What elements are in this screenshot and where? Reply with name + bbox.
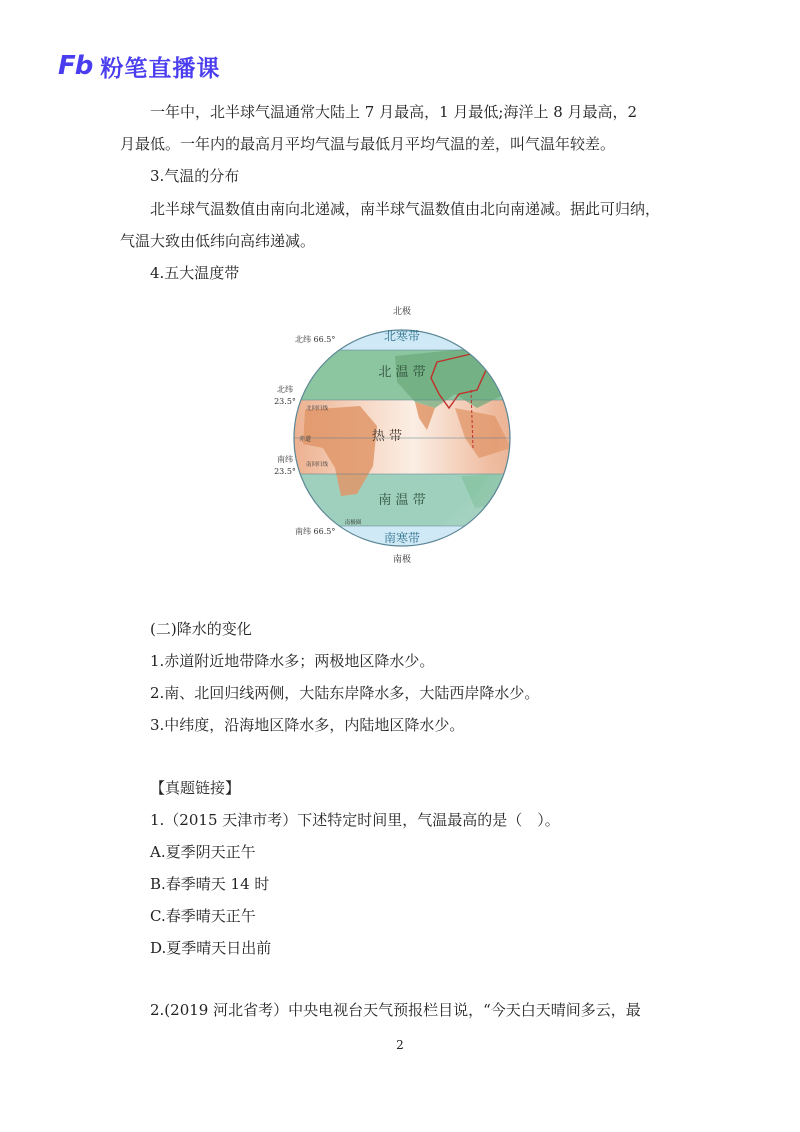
logo-text: 粉笔直播课 xyxy=(100,55,221,82)
option-c: C.春季晴天正午 xyxy=(150,907,256,925)
question-1: 1.（2015 天津市考）下述特定时间里，气温最高的是（ ）。 xyxy=(150,811,560,829)
paragraph-line: 一年中，北半球气温通常大陆上 7 月最高，1 月最低;海洋上 8 月最高，2 xyxy=(150,103,638,121)
south-tropic-label-b: 23.5° xyxy=(274,467,296,476)
option-a: A.夏季阴天正午 xyxy=(150,843,256,861)
list-item: 2.南、北回归线两侧，大陆东岸降水多，大陆西岸降水少。 xyxy=(150,684,540,702)
option-b: B.春季晴天 14 时 xyxy=(150,875,270,893)
paragraph-line: 月最低。一年内的最高月平均气温与最低月平均气温的差，叫气温年较差。 xyxy=(120,135,616,153)
south-pole-label: 南极 xyxy=(392,555,412,565)
tropic-of-cancer-label: 北回归线 xyxy=(305,406,329,412)
south-tropic-label-a: 南纬 xyxy=(277,455,293,464)
tropic-of-capricorn-label: 南回归线 xyxy=(305,462,329,468)
logo-mark: Fb xyxy=(58,51,93,81)
question-2: 2.(2019 河北省考）中央电视台天气预报栏目说，“今天白天晴间多云，最 xyxy=(150,1001,641,1019)
option-d: D.夏季晴天日出前 xyxy=(150,939,272,957)
section-title: (二)降水的变化 xyxy=(150,620,252,638)
zone-north-frigid: 北寒带 xyxy=(383,329,421,343)
antarctic-circle-small-label: 南极圈 xyxy=(344,520,362,526)
zone-tropical: 热 带 xyxy=(371,429,403,444)
zone-south-frigid: 南寒带 xyxy=(383,531,421,545)
equator-label: 赤道 xyxy=(298,436,312,443)
page-number: 2 xyxy=(396,1038,404,1052)
north-arctic-circle-label: 北纬 66.5° xyxy=(295,335,336,344)
paragraph-line: 北半球气温数值由南向北递减，南半球气温数值由北向南递减。据此可归纳， xyxy=(150,200,661,218)
north-pole-label: 北极 xyxy=(392,307,412,317)
zone-south-temperate: 南 温 带 xyxy=(378,493,426,508)
section-heading: 4.五大温度带 xyxy=(150,264,240,282)
paragraph-line: 气温大致由低纬向高纬递减。 xyxy=(120,232,316,250)
list-item: 1.赤道附近地带降水多；两极地区降水少。 xyxy=(150,652,435,670)
brand-logo xyxy=(58,50,220,82)
section-heading: 3.气温的分布 xyxy=(150,167,240,185)
exam-heading: 【真题链接】 xyxy=(150,779,241,797)
list-item: 3.中纬度，沿海地区降水多，内陆地区降水少。 xyxy=(150,716,465,734)
south-antarctic-circle-label: 南纬 66.5° xyxy=(295,527,336,536)
temperature-zones-figure xyxy=(265,298,535,570)
zone-north-temperate: 北 温 带 xyxy=(378,365,426,380)
north-tropic-label-b: 23.5° xyxy=(274,397,296,406)
north-tropic-label-a: 北纬 xyxy=(277,385,293,394)
